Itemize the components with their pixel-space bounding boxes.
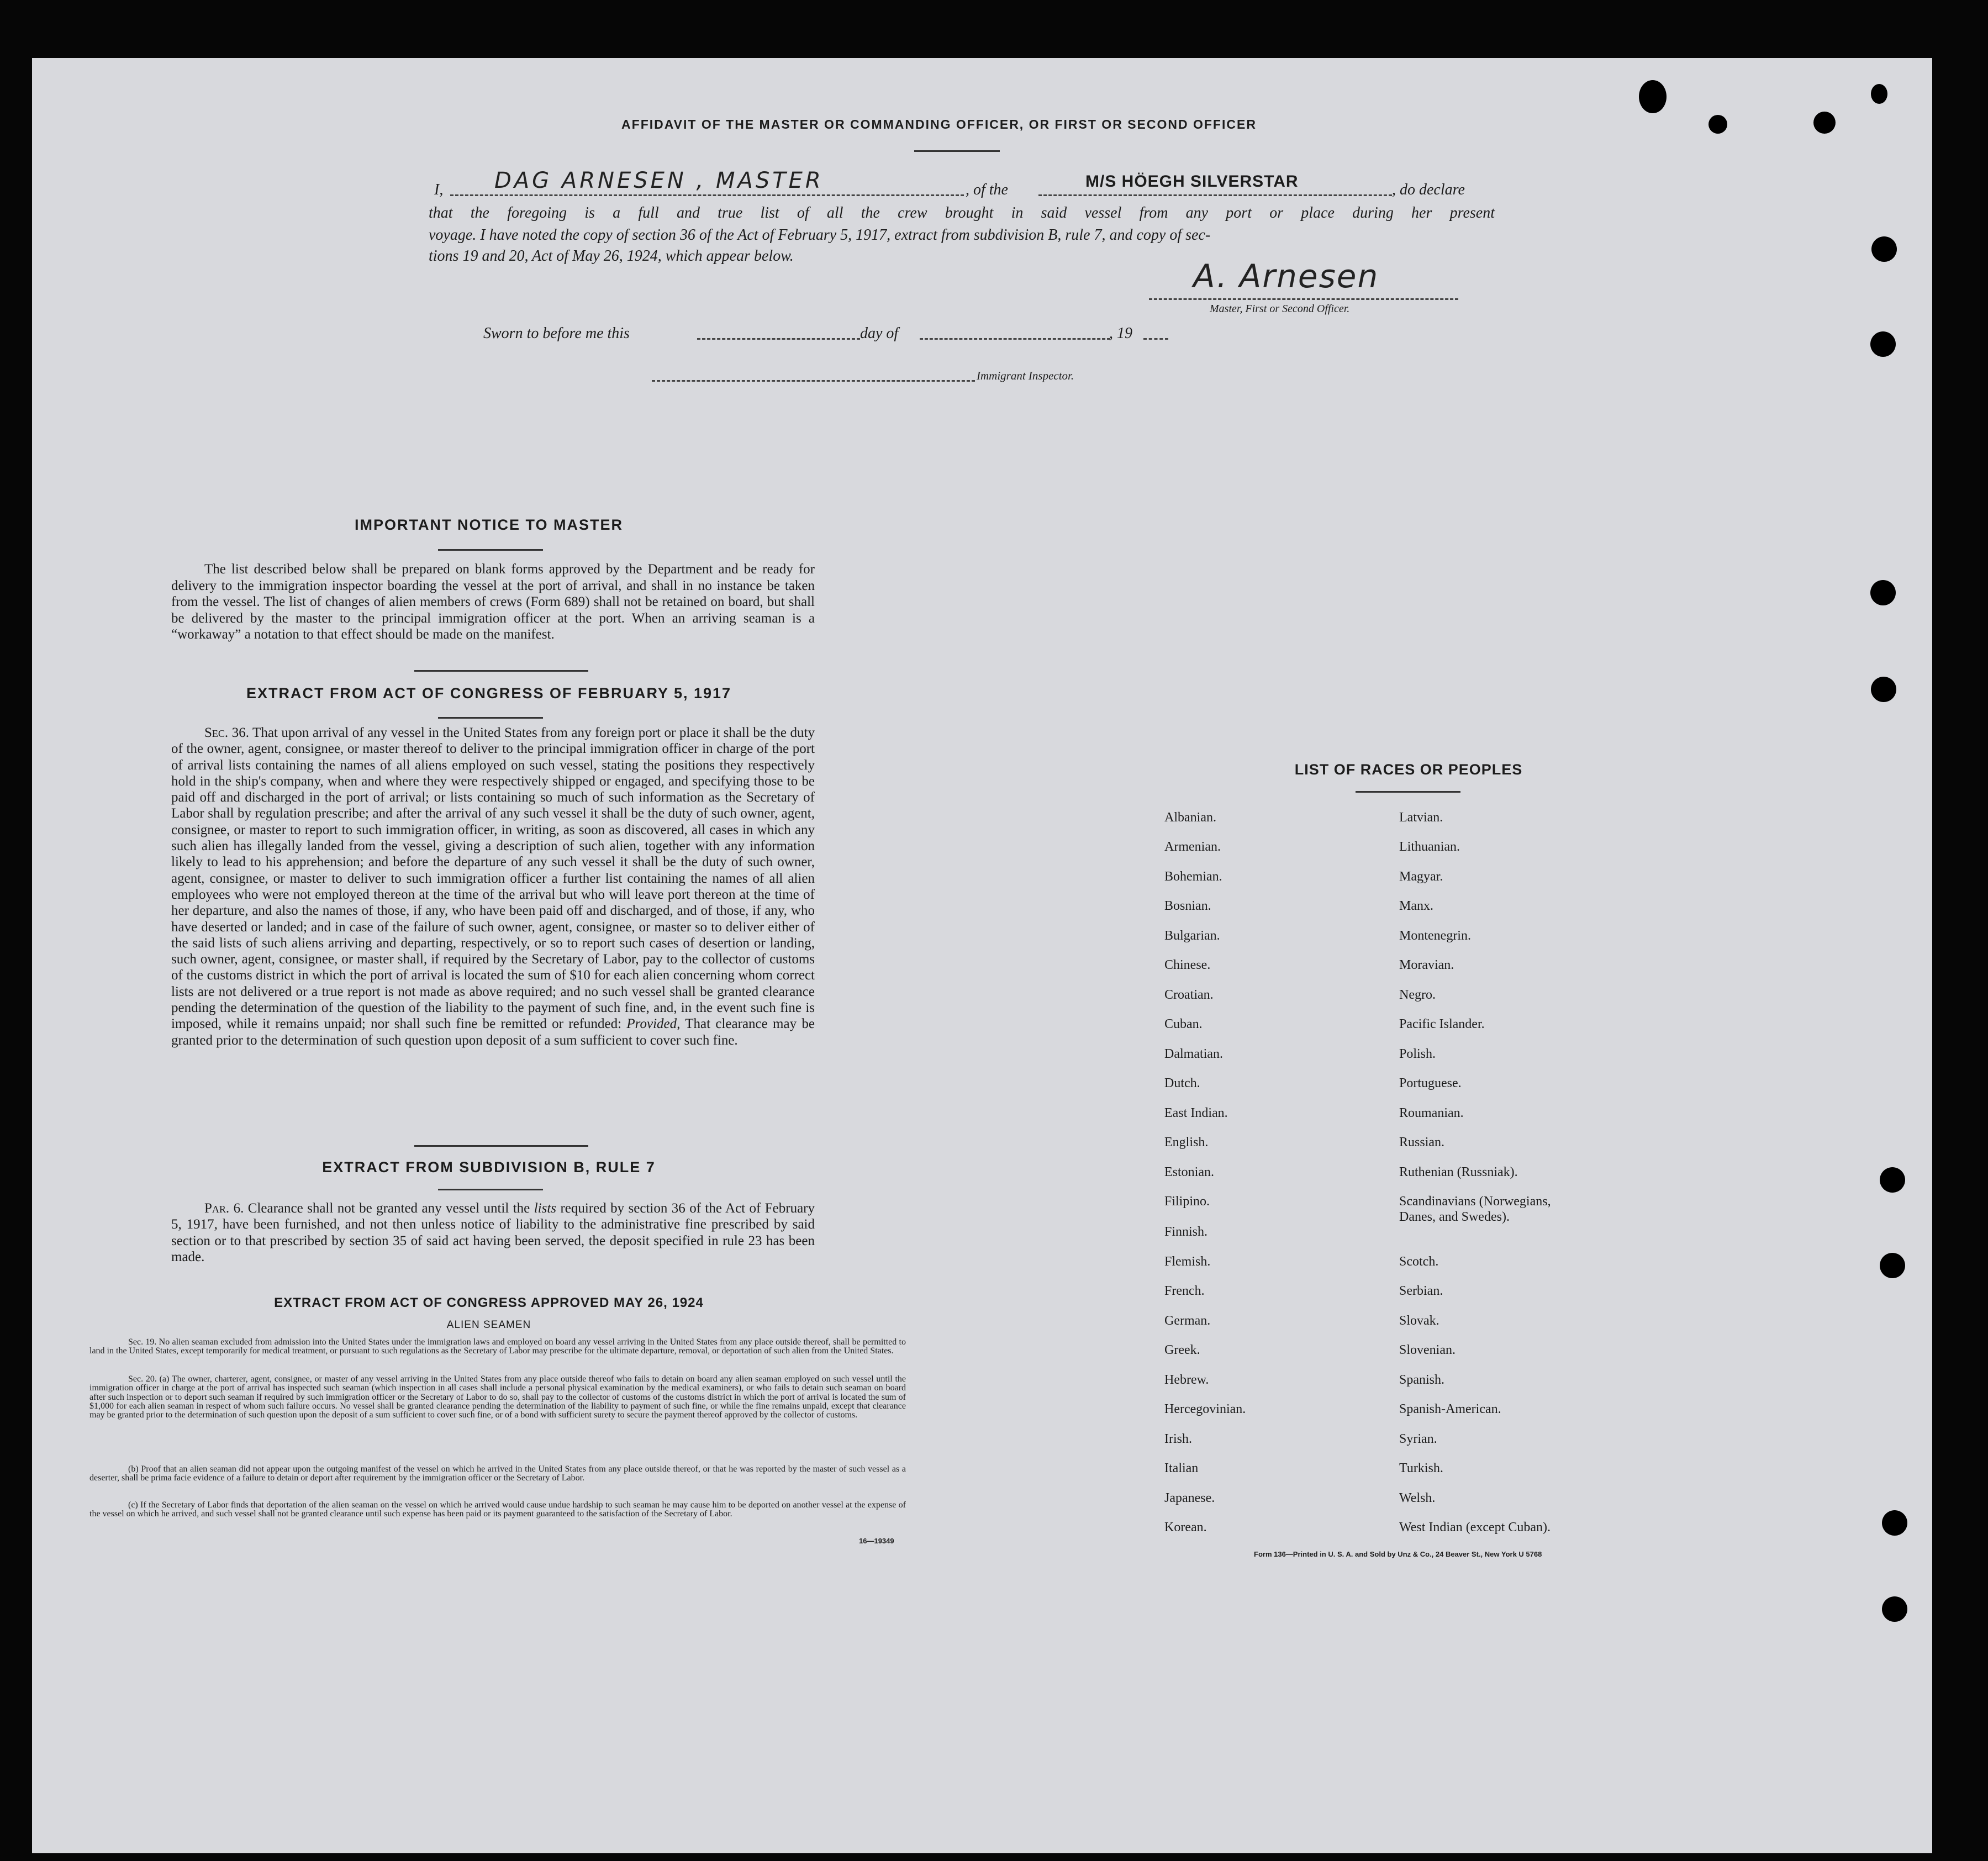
punch-hole [1708,115,1727,134]
race-item: Chinese. [1164,958,1211,972]
title-divider [914,150,1000,152]
form-code: 16—19349 [859,1537,894,1545]
race-item: Syrian. [1399,1432,1437,1446]
rule7-divider [438,1189,543,1190]
of-the-label: , of the [966,181,1008,198]
race-item: Montenegrin. [1399,929,1471,943]
race-item: Greek. [1164,1343,1200,1357]
sec-20a-text: Sec. 20. (a) The owner, charterer, agent, consignee, or master of any vessel arriving in the United States from any place outside thereof who fails to detain on board any alien seaman employed on such vessel until the immigration officer in charge at the port of arrival has inspected such seaman (which inspection in all cases shall include a personal physical examination by the medical examiners), or who fails to detain such seaman on board after such inspection or to deport such seaman if required by such immigration officer or the Secretary of Labor to do so, shall pay to the collector of customs of the customs district in which the port of arrival is located the sum of $1,000 for each alien seaman in respect of whom such failure occurs. No vessel shall be granted clearance pending the determination of the liability to payment of such fine, or while the fine remains unpaid, except that clearance may be granted prior to the determination of such question upon the deposit of a sum sufficient to cover such fine, or of a bond with sufficient surety to secure the payment thereof approved by the collector of customs. [89,1374,906,1420]
race-item: Armenian. [1164,840,1221,854]
inspector-label: Immigrant Inspector. [977,369,1074,382]
race-item: Negro. [1399,988,1436,1002]
sec-20c-text: (c) If the Secretary of Labor finds that deportation of the alien seaman on the vessel on which he arrived would cause undue hardship to such seaman he may cause him to be deported on another vessel at the expense of the vessel on which he arrived, and such vessel shall not be granted clearance until such expense has been paid or its payment guaranteed to the satisfaction of the Secretary of Labor. [89,1500,906,1519]
affidavit-line-2: voyage. I have noted the copy of section 36 of the Act of February 5, 1917, extract from subdivision B, rule 7, and copy of sec- [429,226,1211,244]
extract-1917-body [171,725,815,1048]
affidavit-line-1: that the foregoing is a full and true list of all the crew brought in said vessel from any port or place during her present [429,204,1495,222]
rule7-body [171,1200,815,1265]
sworn-year: , 19 [1109,325,1132,342]
vessel-name-line [1038,194,1392,196]
race-item: Hercegovinian. [1164,1402,1246,1416]
race-item: Finnish. [1164,1225,1208,1239]
punch-hole [1871,84,1887,104]
notice-divider [438,549,543,551]
race-item: Dutch. [1164,1076,1200,1090]
lists-word: lists [534,1201,557,1216]
sec-36-text: That upon arrival of any vessel in the United States from any foreign port or place it shall be the duty of the owner, agent, consignee, or master thereof to deliver to the principal immigration officer in charge of the port of arrival lists containing the names of all aliens employed on such vessel, stating the positions they respectively hold in the ship's company, when and where they were respectively shipped or engaged, and specifying those to be paid off and discharged in the port of arrival; or lists containing so much of such information as the Secretary of Labor shall by regulation prescribe; and after the arrival of any such vessel it shall be the duty of such owner, agent, consignee, or master to report to such immigration officer, in writing, as soon as discovered, all cases in which any such alien has illegally landed from the vessel, giving a description of such alien, together with any information likely to lead to his apprehension; and before the departure of any such vessel it shall be the duty of such owner, agent, consignee, or master to deliver to such immigration officer a further list containing the names of all alien employees who were not employed thereon at the time of the arrival but who will leave port thereon at the time of her departure, and also the names of those, if any, who have been paid off and discharged, and of those, if any, who have deserted or landed; and in case of the failure of such owner, agent, consignee, or master so to deliver either of the said lists of such aliens arriving and departing, respectively, or so to report such cases of desertion or landing, such owner, agent, consignee, or master shall, if required by the Secretary of Labor, pay to the collector of customs of the customs district in which the port of arrival is located the sum of $10 for each alien concerning whom correct lists are not delivered or a true report is not made as above required; and no such vessel shall be granted clearance pending the determination of the question of the liability to the payment of such fine, and, in the event such fine is imposed, while it remains unpaid; nor shall such fine be remitted or refunded: [171,725,815,1032]
punch-hole [1870,580,1896,605]
race-item: Japanese. [1164,1491,1215,1505]
race-item: Bulgarian. [1164,929,1220,943]
race-item: Serbian. [1399,1284,1443,1298]
race-item: Magyar. [1399,869,1443,884]
race-item: Portuguese. [1399,1076,1462,1090]
section-divider [414,1145,588,1147]
punch-hole [1639,80,1667,113]
race-item: Hebrew. [1164,1373,1209,1387]
punch-hole [1880,1167,1905,1193]
punch-hole [1882,1510,1907,1536]
do-declare-label: , do declare [1392,181,1465,198]
race-item: Bosnian. [1164,899,1211,913]
race-item: Lithuanian. [1399,840,1460,854]
race-item: Filipino. [1164,1194,1210,1209]
race-item: Slovenian. [1399,1343,1456,1357]
sworn-day-of: day of [860,325,899,342]
race-item: Spanish-American. [1399,1402,1501,1416]
race-item: German. [1164,1314,1211,1328]
race-item: Pacific Islander. [1399,1017,1485,1031]
sec-36-label: Sec. 36. [204,725,249,740]
race-item: Moravian. [1399,958,1454,972]
sec-36-tail: That clearance may be granted prior to the determination of such question upon deposit of a sum sufficient to cover such fine. [171,1016,815,1048]
sworn-prefix: Sworn to before me this [483,325,630,342]
provided-word: Provided, [626,1016,681,1032]
race-item: English. [1164,1135,1209,1150]
race-item: Flemish. [1164,1254,1211,1269]
race-item: Slovak. [1399,1314,1439,1328]
affidavit-line-3: tions 19 and 20, Act of May 26, 1924, which appear below. [429,247,794,265]
race-item: Russian. [1399,1135,1445,1150]
race-item: Albanian. [1164,810,1216,825]
par-6-text-a: Clearance shall not be granted any vessel until the [247,1201,530,1216]
punch-hole [1882,1596,1907,1622]
races-title: LIST OF RACES OR PEOPLES [1294,761,1523,778]
act-1924-title: EXTRACT FROM ACT OF CONGRESS APPROVED MAY 26, 1924 [274,1295,704,1310]
punch-hole [1871,677,1896,702]
extract-1917-title: EXTRACT FROM ACT OF CONGRESS OF FEBRUARY 5, 1917 [246,685,732,702]
punch-hole [1813,112,1836,134]
master-signature: A. Arnesen [1193,257,1379,295]
race-item: Estonian. [1164,1165,1214,1179]
sworn-date-line [697,338,860,340]
race-item: East Indian. [1164,1106,1228,1120]
sec-19-text: Sec. 19. No alien seaman excluded from admission into the United States under the immigration laws and employed on board any vessel arriving in the United States from any place outside thereof, shall be permitted to land in the United States, except temporarily for medical treatment, or pursuant to such regulations as the Secretary of Labor may prescribe for the ultimate departure, removal, or deportation of such alien from the United States. [89,1337,906,1356]
par-6-label: Par. 6. [204,1201,244,1216]
sworn-month-line [920,338,1110,340]
race-item: Scandinavians (Norwegians, Danes, and Swedes). [1399,1194,1551,1224]
notice-title: IMPORTANT NOTICE TO MASTER [355,516,623,533]
race-item: Turkish. [1399,1461,1443,1475]
signature-line [1149,298,1458,300]
punch-hole [1880,1253,1905,1278]
race-item: French. [1164,1284,1205,1298]
races-divider [1356,791,1460,793]
sec-20b-text: (b) Proof that an alien seaman did not appear upon the outgoing manifest of the vessel on which he arrived in the United States from any place outside thereof, or that he was reported by the master of such vessel as a deserter, shall be prima facie evidence of a failure to detain or deport after requirement by the immigration officer or the Secretary of Labor. [89,1464,906,1483]
race-item: Cuban. [1164,1017,1203,1031]
punch-hole [1870,331,1896,357]
act-1924-subtitle: ALIEN SEAMEN [446,1319,531,1331]
race-item: Irish. [1164,1432,1192,1446]
vessel-name-stamp: M/S HÖEGH SILVERSTAR [1085,172,1299,191]
notice-body: The list described below shall be prepared on blank forms approved by the Department and be ready for delivery to the immigration inspector boarding the vessel at the port of arrival, and shall in no instance be taken from the vessel. The list of changes of alien members of crews (Form 689) shall not be retained on board, but shall be delivered by the master to the principal immigration officer at the port. When an arriving seaman is a “workaway” a notation to that effect should be made on the manifest. [171,562,815,642]
race-item: Welsh. [1399,1491,1436,1505]
race-item: Spanish. [1399,1373,1445,1387]
signature-caption: Master, First or Second Officer. [1210,303,1350,315]
punch-hole [1871,236,1897,262]
master-name-line [450,194,964,196]
inspector-line [652,380,975,382]
race-item: Bohemian. [1164,869,1222,884]
race-item: Latvian. [1399,810,1443,825]
race-item: Croatian. [1164,988,1214,1002]
race-item: Italian [1164,1461,1199,1475]
race-item: Korean. [1164,1520,1207,1535]
race-item: Manx. [1399,899,1433,913]
affidavit-title: AFFIDAVIT OF THE MASTER OR COMMANDING OFFICER, OR FIRST OR SECOND OFFICER [621,117,1257,131]
race-item: Dalmatian. [1164,1047,1223,1061]
par-6-text-b: required by section 36 of the Act of February 5, 1917, have been furnished, and not then unless notice of liability to the administrative fine prescribed by said section or to that prescribed by section 35 of said act having been served, the deposit specified in rule 23 has been made. [171,1201,815,1264]
race-item: Polish. [1399,1047,1436,1061]
race-item: Ruthenian (Russniak). [1399,1165,1518,1179]
section-divider [414,670,588,672]
affidavit-intro: I, [434,181,444,198]
extract-1917-divider [438,717,543,719]
race-item: West Indian (except Cuban). [1399,1520,1551,1535]
rule7-title: EXTRACT FROM SUBDIVISION B, RULE 7 [322,1159,656,1175]
race-item: Roumanian. [1399,1106,1464,1120]
race-item: Scotch. [1399,1254,1439,1269]
master-name-handwritten: DAG ARNESEN , MASTER [494,168,824,193]
sworn-year-line [1143,338,1168,340]
printer-footer: Form 136—Printed in U. S. A. and Sold by Unz & Co., 24 Beaver St., New York U 5768 [1254,1550,1542,1558]
